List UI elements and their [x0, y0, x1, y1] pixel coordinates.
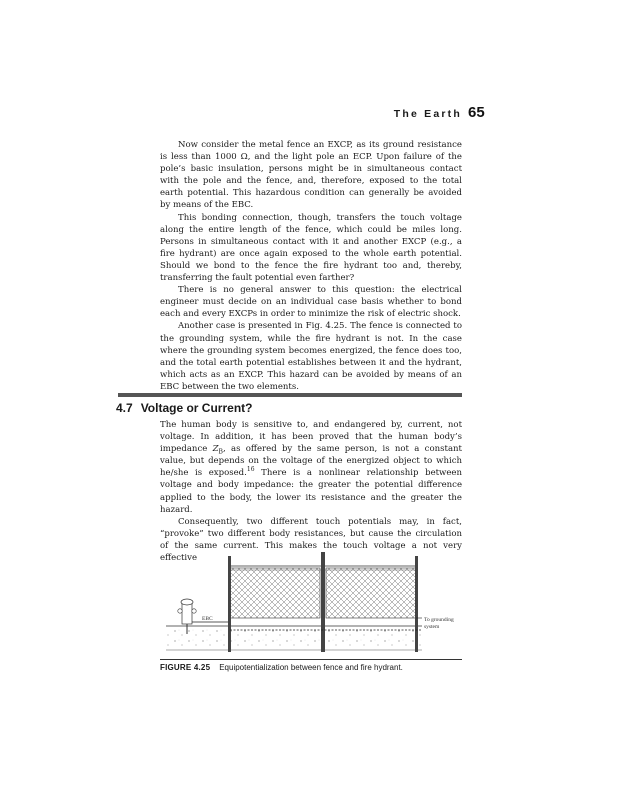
- caption-label: FIGURE 4.25: [160, 663, 211, 672]
- paragraph: [160, 419, 462, 516]
- section-rule: [118, 393, 462, 397]
- paragraph: This bonding connection, though, transfers the touch voltage along the entire length of the fence, which could be miles long. Persons in simultaneous contact with it and another EXCP (e.g., a fire hydrant) are once again exposed to the whole earth potential. Should we bond to the fence the fire hydrant too and, thereby, transferring the fault potential even farther?: [160, 212, 462, 284]
- fence-panel-left: [230, 568, 320, 618]
- page-number: 65: [468, 104, 485, 121]
- section-title: Voltage or Current?: [140, 401, 253, 415]
- running-head: [160, 108, 462, 124]
- paragraph: Now consider the metal fence an EXCP, as its ground resistance is less than 1000 Ω, and the light pole an ECP. Upon failure of the pole’s basic insulation, persons might be in simultaneous contact with the pole and the fence, and, therefore, exposed to the total earth potential. This hazardous condition can generally be avoided by means of the EBC.: [160, 140, 462, 211]
- figure-caption: [160, 663, 403, 672]
- text-run: The human body is sensitive to, and endangered by, current, not voltage. In addition, it has been proved that the human body’s impedance: [160, 420, 462, 455]
- footnote-ref: 16: [246, 466, 255, 474]
- paragraph: Consequently, two different touch potentials may, in fact, “provoke” two different body resistances, but cause the circulation of the same current. This makes the touch voltage a not very effective: [160, 516, 462, 564]
- section-body-1: [160, 139, 462, 393]
- paragraph: There is no general answer to this question: the electrical engineer must decide on an individual case basis whether to bond each and every EXCPs in order to minimize the risk of electric shock.: [160, 285, 462, 320]
- fence-post: [321, 552, 325, 652]
- impedance-symbol: Z: [212, 444, 219, 455]
- running-head-title: The Earth: [393, 108, 462, 120]
- text-run: , as offered by the same person, is not a constant value, but depends on the voltage of the energized object to which he/she is exposed.: [160, 444, 462, 479]
- impedance-subscript: B: [218, 448, 223, 456]
- text-run: There is a nonlinear relationship between voltage and body impedance: the greater the potential difference applied to the body, the lower its resistance and the greater the hazard.: [160, 468, 462, 515]
- fence-panel-right: [326, 568, 416, 618]
- section-number: 4.7: [116, 401, 133, 415]
- section-body-2: [160, 419, 462, 564]
- grounding-label: To grounding: [424, 617, 454, 623]
- section-heading: [116, 401, 252, 415]
- paragraph: Another case is presented in Fig. 4.25. The fence is connected to the grounding system, while the fire hydrant is not. In the case where the grounding system becomes energized, the fence does too, and the total earth potential establishes between it and the hydrant, which acts as an EXCP. This hazard can be avoided by means of an EBC between the two elements.: [160, 321, 462, 392]
- figure-fence-diagram: [158, 548, 464, 658]
- figure-rule: [160, 659, 462, 660]
- fence-post: [228, 556, 231, 652]
- caption-text: Equipotentialization between fence and fire hydrant.: [219, 663, 403, 672]
- fence-post: [415, 556, 418, 652]
- ebc-label: EBC: [202, 616, 213, 622]
- grounding-label-2: system: [424, 624, 440, 630]
- soil: [166, 626, 422, 650]
